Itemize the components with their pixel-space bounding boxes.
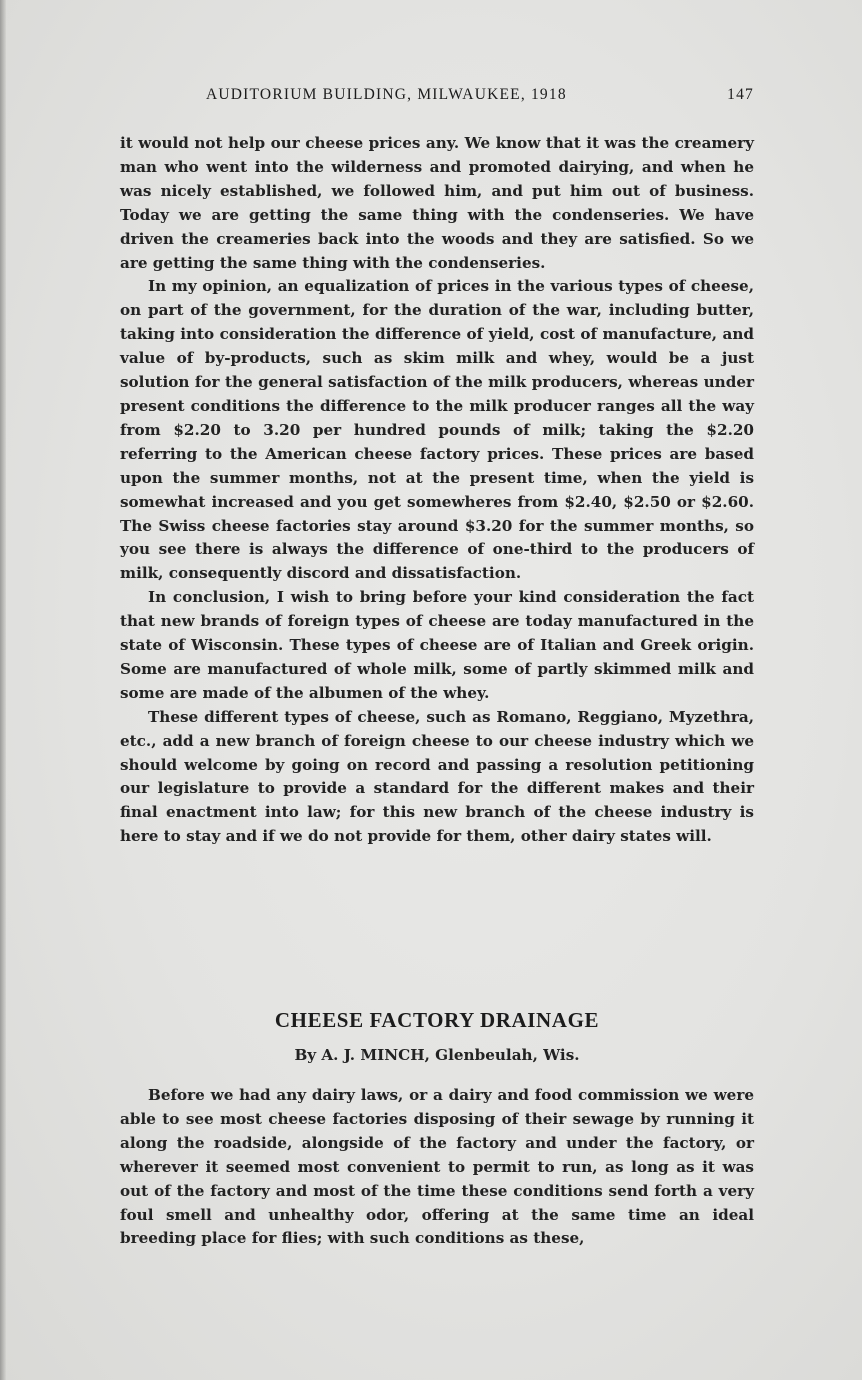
body-text-article bbox=[120, 1084, 754, 1251]
running-head-title: AUDITORIUM BUILDING, MILWAUKEE, 1918 bbox=[206, 86, 567, 103]
paragraph: In conclusion, I wish to bring before your kind consideration the fact that new brands of foreign types of cheese are today manufactured in the state of Wisconsin. These types of cheese are of Italian and Greek origin. Some are manufactured of whole milk, some of partly skimmed milk and some are made of the albumen of the whey. bbox=[120, 588, 754, 702]
article-byline: By A. J. MINCH, Glenbeulah, Wis. bbox=[294, 1046, 580, 1064]
paragraph: Before we had any dairy laws, or a dairy and food commission we were able to see most cheese factories disposing of their sewage by running it along the roadside, alongside of the factory and under the factory, or wherever it seemed most convenient to permit to run, as long as it was out of the factory and most of the time these conditions send forth a very foul smell and unhealthy odor, offering at the same time an ideal breeding place for flies; with such conditions as these, bbox=[120, 1086, 754, 1248]
page-edge-shadow bbox=[0, 0, 6, 1380]
body-text-section-1 bbox=[120, 132, 754, 849]
page-number: 147 bbox=[727, 86, 754, 103]
article-title: CHEESE FACTORY DRAINAGE bbox=[274, 1008, 600, 1032]
running-head bbox=[120, 86, 754, 108]
paragraph: it would not help our cheese prices any. We know that it was the creamery man who went into the wilderness and promoted dairying, and when he was nicely established, we followed him, and put him out of business. Today we are getting the same thing with the condenseries. We have driven the creameries back into the woods and they are satisfied. So we are getting the same thing with the condenseries. bbox=[120, 134, 754, 272]
paragraph: In my opinion, an equalization of prices in the various types of cheese, on part of the government, for the duration of the war, including butter, taking into consideration the difference of yield, cost of manufacture, and value of by-products, such as skim milk and whey, would be a just solution for the general satisfaction of the milk producers, whereas under present conditions the difference to the milk producer ranges all the way from $2.20 to 3.20 per hundred pounds of milk; taking the $2.20 referring to the American cheese factory prices. These prices are based upon the summer months, not at the present time, when the yield is somewhat increased and you get somewheres from $2.40, $2.50 or $2.60. The Swiss cheese factories stay around $3.20 for the summer months, so you see there is always the difference of one-third to the producers of milk, consequently discord and dissatisfaction. bbox=[120, 277, 754, 583]
paragraph: These different types of cheese, such as Romano, Reggiano, Myzethra, etc., add a new branch of foreign cheese to our cheese industry which we should welcome by going on record and passing a resolution petitioning our legislature to provide a standard for the different makes and their final enactment into law; for this new branch of the cheese industry is here to stay and if we do not provide for them, other dairy states will. bbox=[120, 707, 754, 846]
